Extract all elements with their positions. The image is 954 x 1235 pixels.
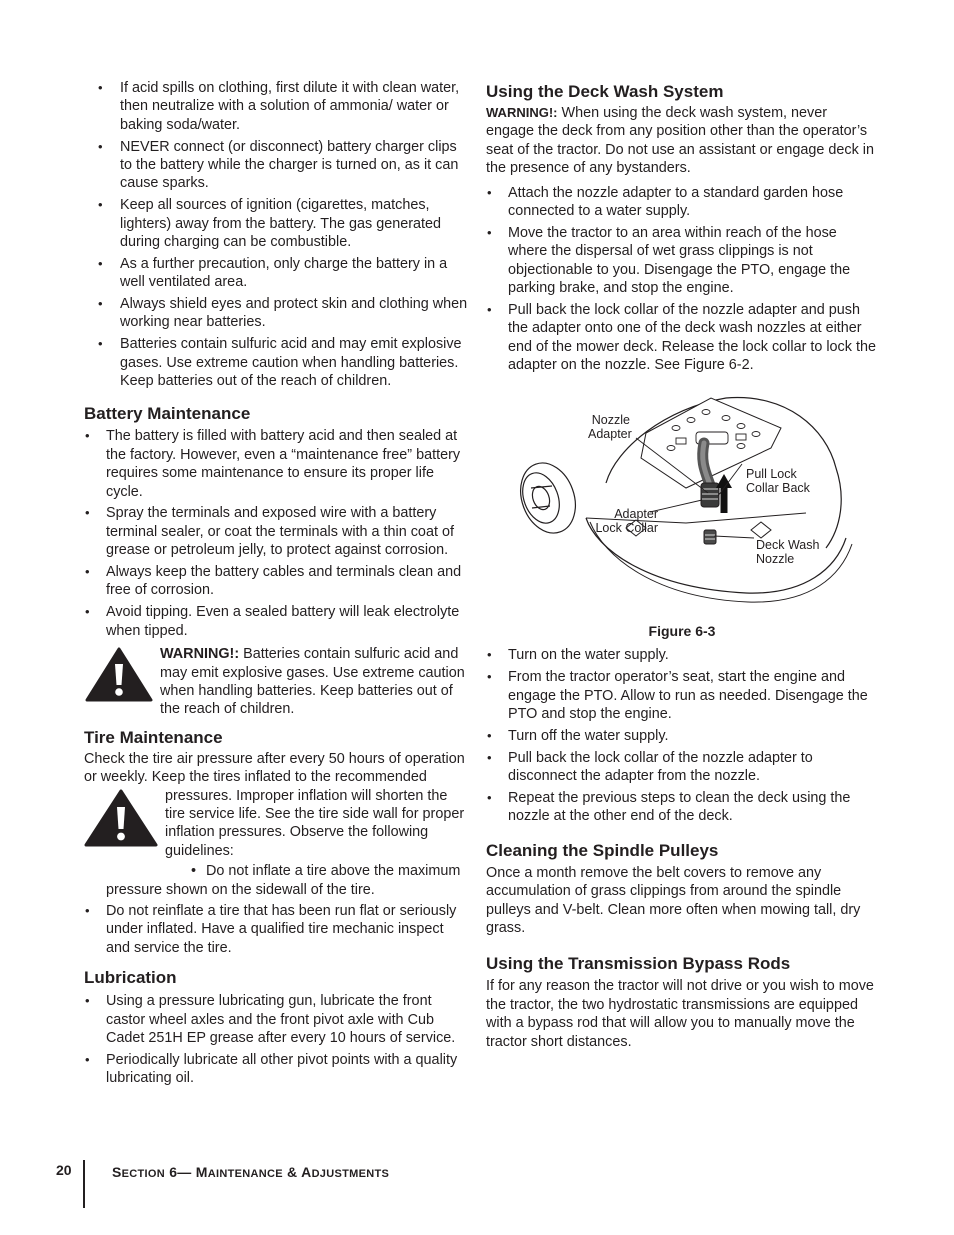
deck-wash-cleanup-list — [486, 646, 878, 825]
lubrication-heading: Lubrication — [84, 968, 177, 988]
spindle-pulleys-heading: Cleaning the Spindle Pulleys — [486, 840, 719, 860]
section-title: SECTION 6— MAINTENANCE & ADJUSTMENTS — [112, 1164, 390, 1180]
tire-first-guideline-cont: pressure shown on the sidewall of the tire. — [106, 881, 375, 898]
list-item: • Move the tractor to an area within reach of the hose where the dispersal of wet grass clippings is not objectionable to you. Disengage the PTO, engage the parking brake, and stop the engine. — [486, 224, 878, 298]
battery-maintenance-list — [84, 427, 470, 640]
list-item: • Keep all sources of ignition (cigarettes, matches, lighters) away from the battery. The gas generated during charging can be combustible. — [84, 196, 470, 251]
bypass-rods-heading: Using the Transmission Bypass Rods — [486, 954, 791, 974]
tire-pressure-text: pressures. Improper inflation will shorten the tire service life. See the tire side wall for proper inflation pressures. Observe the following guidelines: — [165, 787, 465, 859]
left-column — [84, 78, 470, 1091]
list-item: • Do not reinflate a tire that has been run flat or seriously under inflated. Have a qualified tire mechanic inspect and service the tire. — [84, 902, 470, 957]
list-item: • Avoid tipping. Even a sealed battery will leak electrolyte when tipped. — [84, 603, 470, 640]
list-item: • Always shield eyes and protect skin and clothing when working near batteries. — [84, 295, 470, 332]
label-adapter-lock-collar: Adapter Lock Collar — [595, 507, 658, 535]
list-item: • NEVER connect (or disconnect) battery charger clips to the battery while the charger is turned on, as it can cause sparks. — [84, 138, 470, 193]
list-item: • Attach the nozzle adapter to a standard garden hose connected to a water supply. — [486, 184, 878, 221]
battery-warning — [84, 645, 470, 719]
footer-divider — [83, 1160, 85, 1208]
warning-triangle-icon — [84, 788, 159, 848]
label-deck-wash-nozzle: Deck Wash Nozzle — [756, 538, 820, 566]
warning-label: WARNING!: — [486, 105, 558, 120]
spindle-pulleys-text: Once a month remove the belt covers to remove any accumulation of grass clippings from around the spindle pulleys and V-belt. Clean more often when mowing tall, dry grass. — [486, 864, 861, 936]
list-item: • The battery is filled with battery acid and then sealed at the factory. However, even a “maintenance free” battery requires some maintenance to ensure its proper life cycle. — [84, 427, 470, 501]
deck-wash-illustration — [486, 388, 878, 620]
list-item: • As a further precaution, only charge the battery in a well ventilated area. — [84, 255, 470, 292]
battery-maintenance-heading: Battery Maintenance — [84, 404, 251, 424]
figure-6-3 — [486, 388, 878, 620]
tire-guidelines-list — [84, 902, 470, 957]
tire-maintenance-heading: Tire Maintenance — [84, 727, 223, 747]
list-item: • From the tractor operator’s seat, start the engine and engage the PTO. Allow to run as needed. Disengage the PTO and stop the engine. — [486, 668, 878, 723]
list-item: • Always keep the battery cables and terminals clean and free of corrosion. — [84, 563, 470, 600]
list-item: • Repeat the previous steps to clean the deck using the nozzle at the other end of the deck. — [486, 789, 878, 826]
list-item: • Periodically lubricate all other pivot points with a quality lubricating oil. — [84, 1051, 470, 1088]
list-item: • Turn on the water supply. — [486, 646, 878, 664]
right-column — [486, 78, 878, 1051]
warning-label: WARNING!: — [160, 646, 240, 663]
list-item: • Batteries contain sulfuric acid and may emit explosive gases. Use extreme caution when handling batteries. Keep batteries out of the reach of children. — [84, 335, 470, 390]
list-item: • Turn off the water supply. — [486, 727, 878, 745]
lubrication-list — [84, 992, 470, 1087]
tire-warning — [84, 787, 470, 861]
page-footer — [56, 1160, 556, 1208]
battery-warning-text: WARNING!: Batteries contain sulfuric acid and may emit explosive gases. Use extreme caution when handling batteries. Keep batteries out of the reach of children. — [160, 646, 465, 718]
battery-safety-list — [84, 79, 470, 390]
deck-wash-warning: WARNING!: When using the deck wash system, never engage the deck from any position other than the operator’s seat of the tractor. Do not use an assistant or engage deck in the presence of any bystanders. — [486, 105, 874, 177]
list-item: • Pull back the lock collar of the nozzle adapter and push the adapter onto one of the deck wash nozzles at either end of the mower deck. Release the lock collar to lock the adapter on the nozzle. See Figure 6-2. — [486, 301, 878, 375]
label-nozzle-adapter: Nozzle Adapter — [588, 413, 632, 441]
label-pull-lock-collar: Pull Lock Collar Back — [746, 467, 810, 495]
bypass-rods-text: If for any reason the tractor will not drive or you wish to move the tractor, the two hydrostatic transmissions are equipped with a bypass rod that will allow you to manually move the tractor short distances. — [486, 978, 874, 1050]
list-item: • Using a pressure lubricating gun, lubricate the front castor wheel axles and the front pivot axle with Cub Cadet 251H EP grease after every 10 hours of service. — [84, 992, 470, 1047]
warning-triangle-icon — [84, 645, 154, 703]
deck-wash-steps-list — [486, 184, 878, 375]
tire-intro-text: Check the tire air pressure after every 50 hours of operation or weekly. Keep the tires inflated to the recommended — [84, 750, 465, 786]
deck-wash-heading: Using the Deck Wash System — [486, 82, 724, 101]
tire-first-guideline: • Do not inflate a tire above the maximum — [190, 863, 461, 880]
list-item: • Spray the terminals and exposed wire with a battery terminal sealer, or coat the terminals with a thin coat of grease or petroleum jelly, to protect against corrosion. — [84, 504, 470, 559]
figure-caption: Figure 6-3 — [648, 623, 716, 640]
page-number: 20 — [56, 1162, 72, 1178]
list-item: • Pull back the lock collar of the nozzle adapter to disconnect the adapter from the nozzle. — [486, 749, 878, 786]
list-item: • If acid spills on clothing, first dilute it with clean water, then neutralize with a solution of ammonia/ water or baking soda/water. — [84, 79, 470, 134]
